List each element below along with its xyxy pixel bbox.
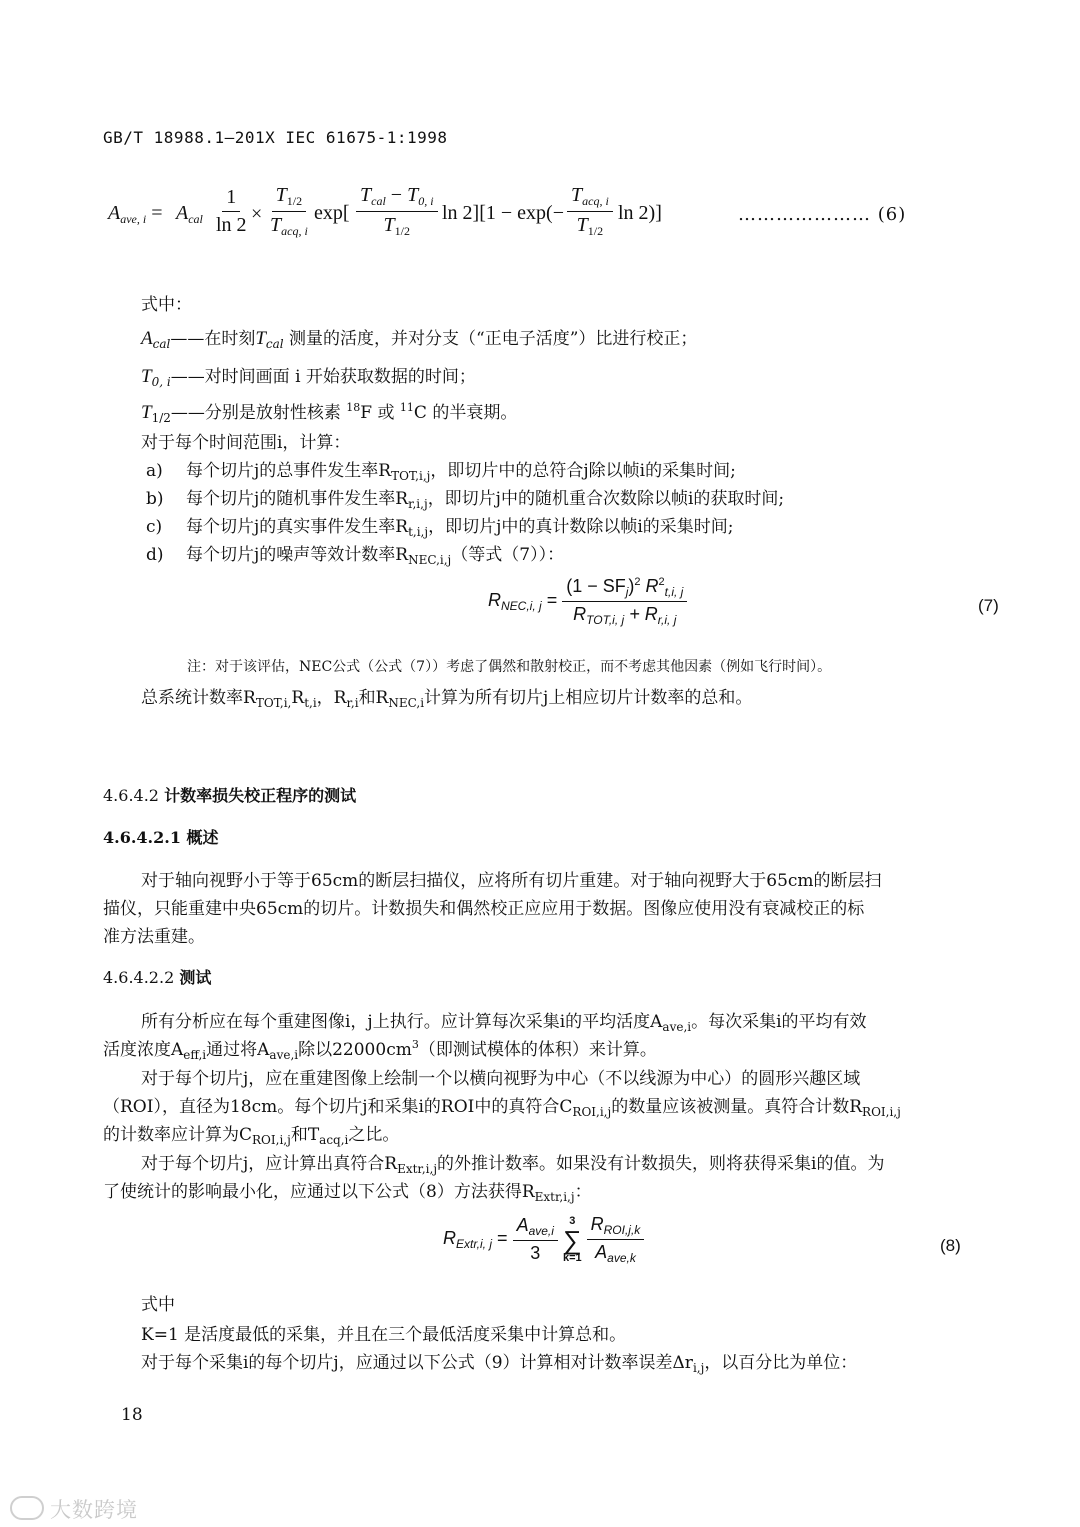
standard-id-header: GB/T 18988.1—201X IEC 61675-1:1998 [103,128,448,147]
test-paragraph-1-line-1: 所有分析应在每个重建图像i，j上执行。应计算每次采集i的平均活度$A_{ave,i}$。每次采集i的平均有效 [141,1012,867,1034]
overview-line-3: 准方法重建。 [103,927,205,947]
test-paragraph-2-line-2: （ROI），直径为18cm。每个切片j和采集i的ROI中的真符合$C_{ROI,i,j}$的数量应该被测量。真符合计数$R_{ROI,i,j}$ [103,1097,901,1119]
where-label-2: 式中 [141,1295,175,1315]
test-paragraph-2-line-3: 的计数率应计算为$C_{ROI,i,j}$和$T_{acq,i}$之比。 [103,1125,400,1147]
list-item: a) 每个切片j的总事件发生率$R_{TOT,i,j}$，即切片中的总符合j除以帧i的采集时间; [146,461,736,483]
section-heading-4-6-4-2-2: 4.6.4.2.2 测试 [103,968,212,987]
watermark: 大数跨境 [10,1494,138,1524]
section-heading-4-6-4-2: 4.6.4.2 计数率损失校正程序的测试 [103,786,357,805]
where-label: 式中： [141,295,192,315]
equation-8: $R_{Extr,i, j}$ = $\frac{A_{ave,i}}{3}$ 3 ∑ k=1 $\frac{R_{ROI,j,k}}{A_{ave,k}}$ [443,1214,644,1265]
section-heading-4-6-4-2-1: 4.6.4.2.1 概述 [103,828,219,847]
list-item: c) 每个切片j的真实事件发生率$R_{t,i,j}$，即切片j中的真计数除以帧i的采集时间; [146,517,734,539]
k-definition: K=1 是活度最低的采集，并且在三个最低活度采集中计算总和。 [141,1325,627,1345]
overview-line-2: 描仪，只能重建中央65cm的切片。计数损失和偶然校正应应用于数据。图像应使用没有衰减校正的标 [103,899,865,919]
test-paragraph-1-line-2: 活度浓度$A_{eff,i}$通过将$A_{ave,i}$除以$22000cm^3$（即测试模体的体积）来计算。 [103,1038,657,1062]
test-paragraph-2-line-1: 对于每个切片j，应在重建图像上绘制一个以横向视野为中心（不以线源为中心）的圆形兴趣区域 [141,1069,861,1089]
list-item: d) 每个切片j的噪声等效计数率$R_{NEC,i,j}$（等式（7））： [146,545,565,567]
total-count-rate-line: 总系统计数率$R_{TOT,i,}R_{t,i}$，$R_{r,i}$和$R_{NEC,i}$计算为所有切片j上相应切片计数率的总和。 [141,688,753,710]
definition-t-half: $T_{1/2}——$分别是放射性核素 $^{18}$F 或 $^{11}$C 的半衰期。 [141,401,518,425]
equation-6: $A_{ave, i}$ = $A_{cal}$ $\frac{1}{\ln 2}$ × $\frac{T_{1/2}}{T_{acq, i}}$ exp[ $\frac{T_{cal} - T_{0, i}}{T_{1/2}}$ ln 2][1 − exp(− $\frac{T_{acq, i}}{T_{1/2}}$ ln 2)] [108,184,662,238]
definition-a-cal: $A_{cal}——$在时刻$T_{cal}$ 测量的活度，并对分支（“正电子活度”）比进行校正； [141,328,698,351]
overview-line-1: 对于轴向视野小于等于65cm的断层扫描仪，应将所有切片重建。对于轴向视野大于65cm的断层扫 [141,871,882,891]
for-each-time-range: 对于每个时间范围i，计算： [141,433,351,453]
list-item: b) 每个切片j的随机事件发生率$R_{r,i,j}$，即切片j中的随机重合次数除以帧i的获取时间; [146,489,785,511]
watermark-logo-icon [10,1496,44,1520]
page-number: 18 [121,1405,143,1425]
equation-7: $R_{NEC,i, j}$ = $\frac{(1 - SF_j)^2 R^2_{t,i, j}}{R_{TOT,i, j} + R_{r,i, j}}$ [488,576,687,627]
relative-error-line: 对于每个采集i的每个切片j，应通过以下公式（9）计算相对计数率误差$\Delta r_{i,j}$，以百分比为单位： [141,1353,858,1375]
definition-t0: $T_{0, i}——$对时间画面 i 开始获取数据的时间； [141,366,476,389]
test-paragraph-3-line-2: 了使统计的影响最小化，应通过以下公式（8）方法获得$R_{Extr,i,j}$： [103,1182,592,1204]
equation-8-number: (8) [940,1236,961,1255]
equation-6-number: ………………… (6) [738,204,907,225]
test-paragraph-3-line-1: 对于每个切片j，应计算出真符合$R_{Extr,i,j}$的外推计数率。如果没有计数损失，则将获得采集i的值。为 [141,1154,885,1176]
equation-7-number: (7) [978,596,999,615]
note: 注：对于该评估，NEC公式（公式（7））考虑了偶然和散射校正，而不考虑其他因素（例如飞行时间）。 [187,659,832,675]
